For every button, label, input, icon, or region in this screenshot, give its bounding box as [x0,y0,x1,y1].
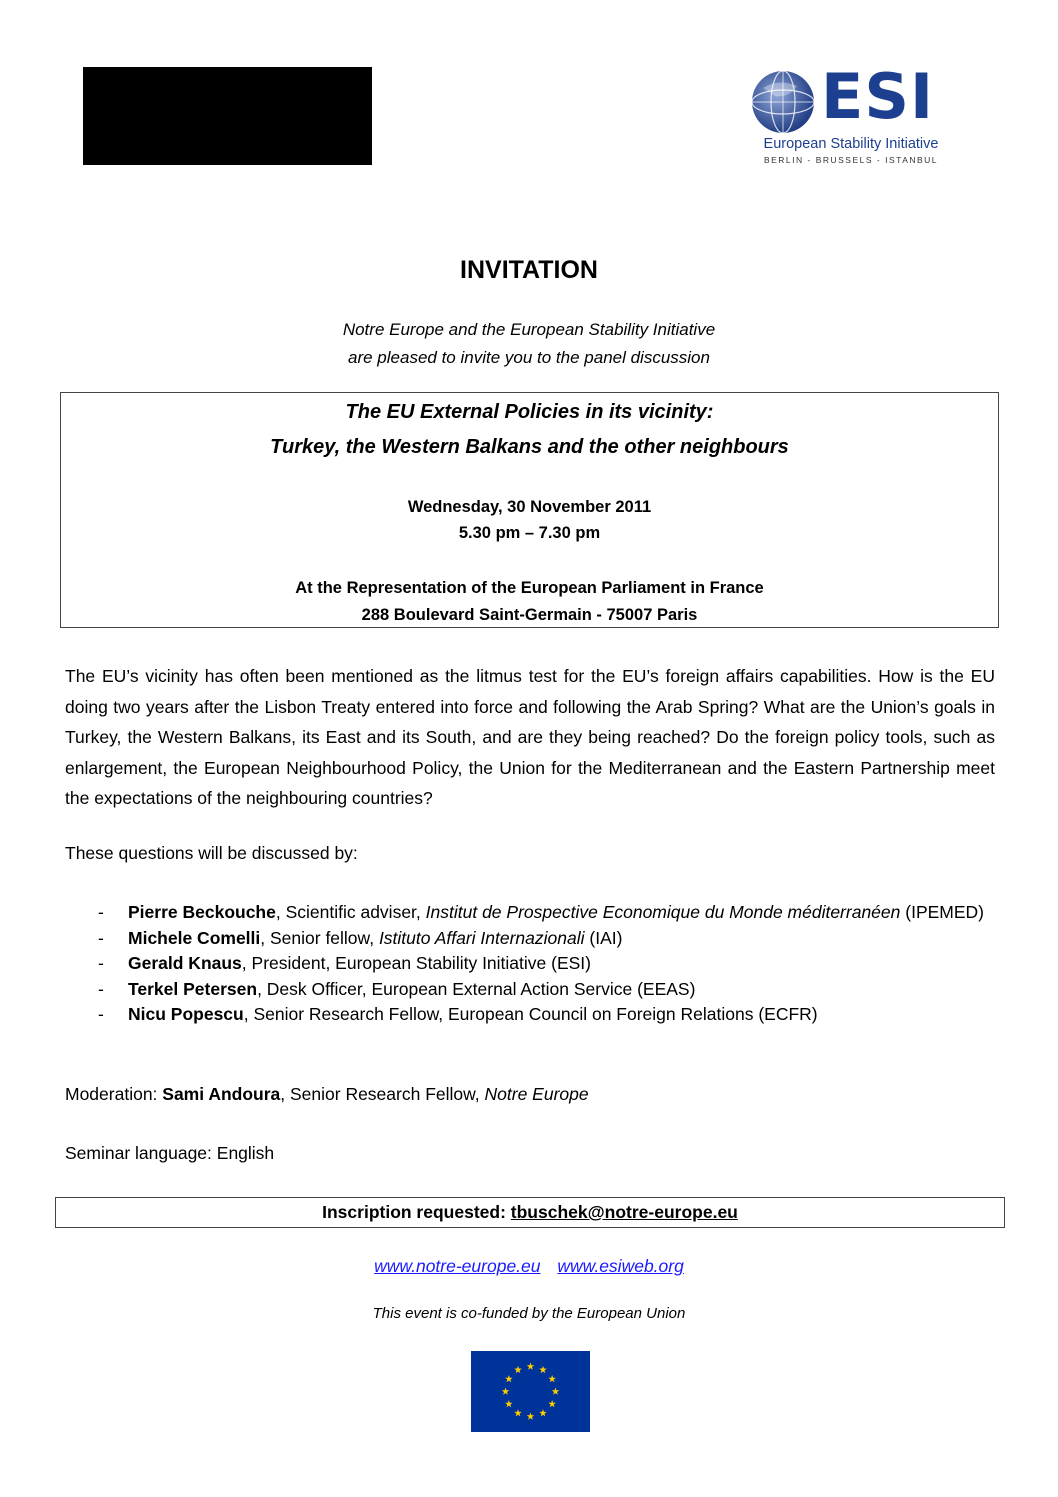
speaker-item: - Gerald Knaus, President, European Stability Initiative (ESI) [98,953,591,973]
esiweb-link[interactable]: www.esiweb.org [557,1256,684,1276]
event-time: 5.30 pm – 7.30 pm [458,524,601,542]
speaker-item: - Terkel Petersen, Desk Officer, European External Action Service (EEAS) [98,978,696,999]
inscription-label: Inscription requested: [322,1202,511,1222]
inscription-email-link[interactable]: tbuschek@notre-europe.eu [510,1202,738,1222]
globe-icon [749,68,819,136]
speaker-item: - Pierre Beckouche, Scientific adviser, Institut de Prospective Economique du Monde méditerranéen (IPEMED) [98,902,985,922]
notre-europe-link[interactable]: www.notre-europe.eu [374,1256,541,1276]
event-venue: At the Representation of the European Parliament in France [295,579,764,597]
event-address: 288 Boulevard Saint-Germain - 75007 Paris [361,606,698,624]
speaker-name: Pierre Beckouche [128,902,276,922]
speaker-name: Terkel Petersen [128,978,258,999]
body-paragraph: The EU’s vicinity has often been mentioned as the litmus test for the EU’s foreign affairs capabilities. How is the EU doing two years after the Lisbon Treaty entered into force and following the Arab Spring? What are the Union’s goals in Turkey, the Western Balkans, its East and its South, and are they being reached? Do the foreign policy tools, such as enlargement, the European Neighbourhood Policy, the Union for the Mediterranean and the Eastern Partnership meet the expectations of the neighbouring countries? [65,666,995,808]
moderation-line: Moderation: Sami Andoura, Senior Research Fellow, Notre Europe [65,1084,589,1104]
speaker-name: Michele Comelli [128,927,261,948]
event-date: Wednesday, 30 November 2011 [407,498,652,516]
intro-line: are pleased to invite you to the panel discussion [348,348,710,367]
discussed-by-text: These questions will be discussed by: [65,843,358,863]
intro-text [0,316,1058,372]
cofunded-note: This event is co-funded by the European Union [372,1305,686,1322]
speaker-organisation: Istituto Affari Internazionali [378,927,585,948]
event-title-line: Turkey, the Western Balkans and the other neighbours [270,436,789,458]
logo-cities: BERLIN - BRUSSELS - ISTANBUL [763,155,939,165]
event-title-line: The EU External Policies in its vicinity: [345,401,714,423]
event-box [60,392,999,628]
logo-letters: ESI [821,60,935,133]
inscription-box [55,1197,1005,1228]
eu-flag-icon [471,1351,590,1432]
speaker-organisation: Institut de Prospective Economique du Monde méditerranéen [425,902,901,922]
speaker-item: - Michele Comelli, Senior fellow, Istituto Affari Internazionali (IAI) [98,927,623,948]
logo-organisation-name: European Stability Initiative [763,136,939,152]
speaker-list [98,900,995,1028]
speaker-item: - Nicu Popescu, Senior Research Fellow, European Council on Foreign Relations (ECFR) [98,1004,818,1024]
esi-logo [749,60,959,168]
page-title: INVITATION [460,256,598,284]
moderator-name: Sami Andoura [162,1084,281,1104]
seminar-language: Seminar language: English [65,1143,275,1163]
redacted-logo-block [83,67,372,165]
intro-line: Notre Europe and the European Stability Initiative [342,320,716,339]
website-links [0,1256,1058,1277]
speaker-name: Nicu Popescu [128,1004,244,1024]
speaker-name: Gerald Knaus [128,953,242,973]
